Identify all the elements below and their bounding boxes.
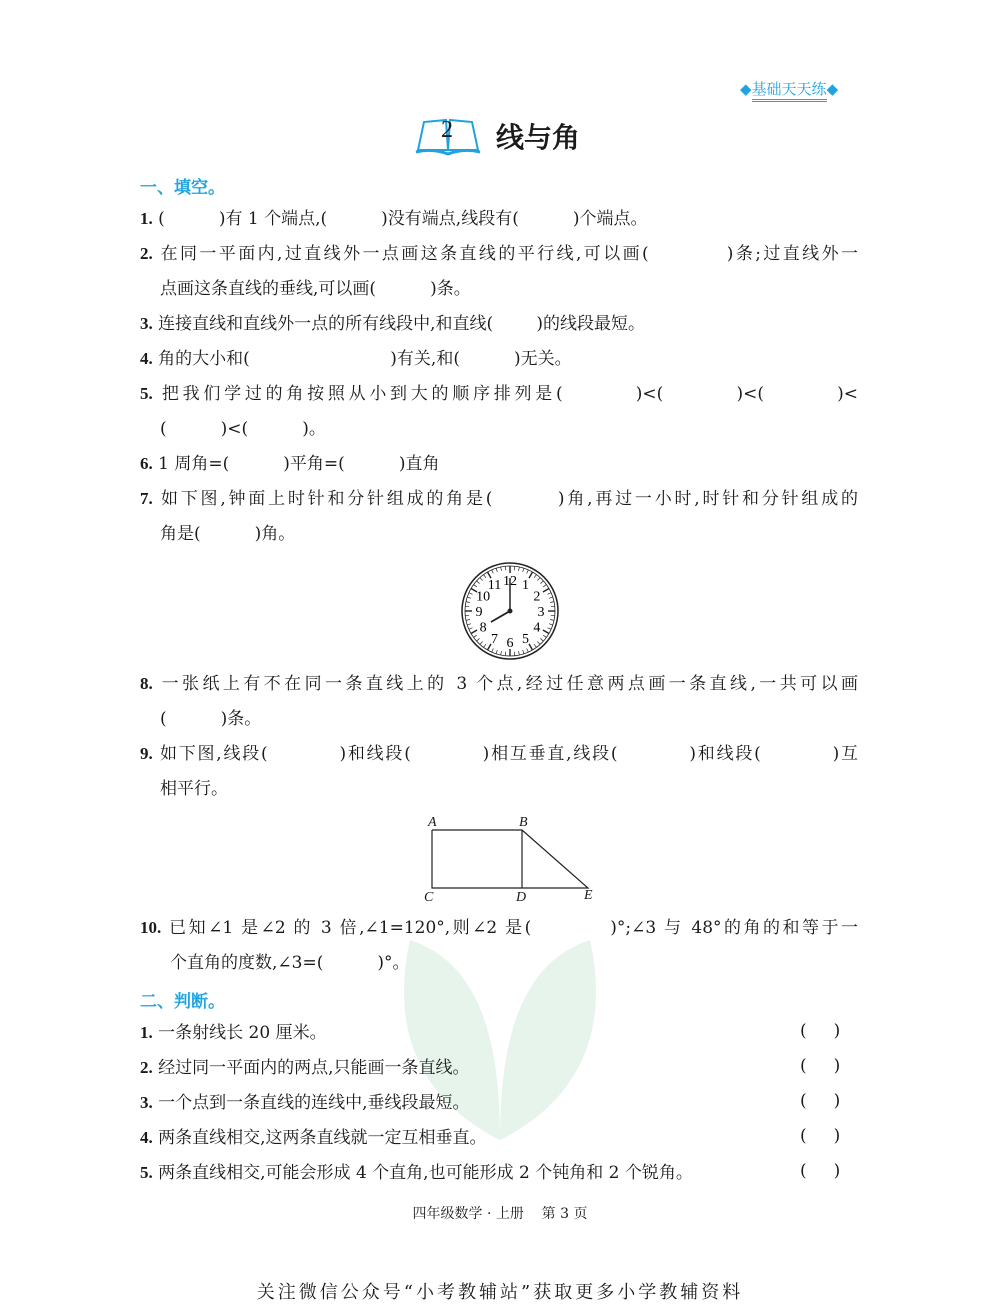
judge-text: 两条直线相交,可能会形成 4 个直角,也可能形成 2 个钝角和 2 个锐角。 [158,1163,693,1183]
clock-numeral: 8 [480,621,487,636]
answer-blank[interactable]: ( ) [800,1161,840,1181]
question-number: 9. [140,744,153,763]
page-footer: 四年级数学 · 上册 第 3 页 [0,1203,1000,1223]
point-label-e: E [584,888,593,904]
clock-numeral: 4 [533,621,540,636]
judge-text: 一个点到一条直线的连线中,垂线段最短。 [158,1093,469,1113]
question-8-cont: ( )条。 [160,707,858,731]
question-number: 5. [140,384,153,403]
question-text: 在同一平面内,过直线外一点画这条直线的平行线,可以画( )条;过直线外一 [161,244,858,264]
question-text: 如下图,线段( )和线段( )相互垂直,线段( )和线段( )互 [160,744,858,764]
bottom-note: 关注微信公众号“小考教辅站”获取更多小学教辅资料 [0,1278,1000,1304]
question-5-cont: ( )<( )。 [160,417,858,441]
question-text: 角的大小和( )有关,和( )无关。 [158,349,571,369]
judge-num: 3. [140,1093,153,1112]
answer-blank[interactable]: ( ) [800,1126,840,1146]
question-10 [140,916,858,940]
clock-numeral: 1 [522,578,529,593]
judge-item [140,1021,858,1045]
point-label-d: D [516,890,526,906]
question-number: 1. [140,209,153,228]
judge-num: 4. [140,1128,153,1147]
judge-text: 两条直线相交,这两条直线就一定互相垂直。 [158,1128,486,1148]
question-number: 8. [140,674,153,693]
question-2-cont: 点画这条直线的垂线,可以画( )条。 [160,277,858,301]
question-number: 7. [140,489,153,508]
clock-numeral: 3 [538,605,545,620]
answer-blank[interactable]: ( ) [800,1021,840,1041]
question-text: 连接直线和直线外一点的所有线段中,和直线( )的线段最短。 [158,314,645,334]
section-tag: ◆基础天天练◆ [740,78,838,99]
question-text: 把我们学过的角按照从小到大的顺序排列是( )<( )<( )< [162,384,858,404]
judge-num: 5. [140,1163,153,1182]
question-text: 如下图,钟面上时针和分针组成的角是( )角,再过一小时,时针和分针组成的 [161,489,858,509]
clock-numeral: 12 [503,574,517,589]
clock-numeral: 5 [522,632,529,647]
answer-blank[interactable]: ( ) [800,1056,840,1076]
clock-numeral: 10 [476,590,490,605]
point-label-b: B [519,815,528,831]
clock-numeral: 6 [507,636,514,651]
question-number: 10. [140,918,161,937]
judge-item [140,1161,858,1185]
judge-item [140,1126,858,1150]
judge-text: 经过同一平面内的两点,只能画一条直线。 [158,1058,469,1078]
question-10-cont: 个直角的度数,∠3=( )°。 [170,951,858,975]
clock-numeral: 7 [491,632,498,647]
point-label-a: A [428,815,437,831]
page-title: 线与角 [496,116,580,156]
question-text: 1 周角=( )平角=( )直角 [158,454,439,474]
judge-item [140,1091,858,1115]
question-9-cont: 相平行。 [160,777,858,801]
judge-item [140,1056,858,1080]
question-number: 2. [140,244,153,263]
answer-blank[interactable]: ( ) [800,1091,840,1111]
question-text: 一张纸上有不在同一条直线上的 3 个点,经过任意两点画一条直线,一共可以画 [162,674,858,694]
judge-num: 1. [140,1023,153,1042]
question-number: 3. [140,314,153,333]
question-number: 4. [140,349,153,368]
clock-numeral: 11 [488,578,501,593]
section-heading-judge: 二、判断。 [140,987,225,1012]
judge-text: 一条射线长 20 厘米。 [158,1023,326,1043]
question-7-cont: 角是( )角。 [160,522,858,546]
lesson-number: 2 [441,117,453,144]
question-text: 已知∠1 是∠2 的 3 倍,∠1=120°,则∠2 是( )°;∠3 与 48°的角的和等于一 [169,918,858,938]
point-label-c: C [424,890,433,906]
judge-num: 2. [140,1058,153,1077]
section-heading-fill: 一、填空。 [140,173,225,198]
clock-numeral: 9 [476,605,483,620]
question-number: 6. [140,454,153,473]
question-text: ( )有 1 个端点,( )没有端点,线段有( )个端点。 [158,209,647,229]
clock-numeral: 2 [533,590,540,605]
